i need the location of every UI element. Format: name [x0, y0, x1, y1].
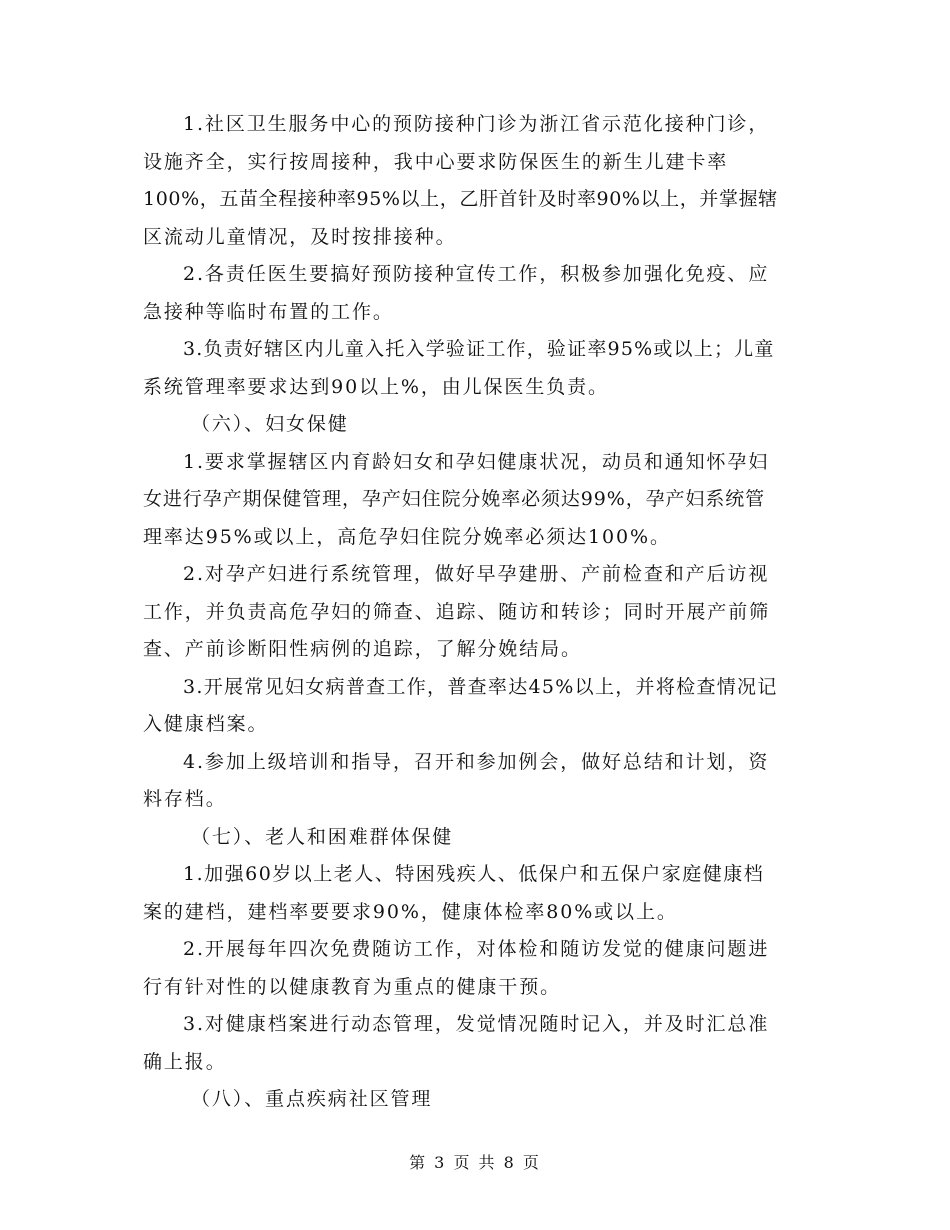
section-heading: （六）、妇女保健 — [191, 413, 349, 435]
section-heading: （七）、老人和困难群体保健 — [191, 825, 454, 848]
text-line: 100%，五苗全程接种率95%以上，乙肝首针及时率90%以上，并掌握辖 — [143, 188, 778, 210]
text-line: 查、产前诊断阳性病例的追踪，了解分娩结局。 — [143, 638, 582, 660]
text-line: 行有针对性的以健康教育为重点的健康干预。 — [143, 975, 562, 998]
text-line: 4.参加上级培训和指导，召开和参加例会，做好总结和计划，资 — [183, 750, 770, 773]
text-line: 3.对健康档案进行动态管理，发觉情况随时记入，并及时汇总准 — [183, 1013, 770, 1035]
text-line: 女进行孕产期保健管理，孕产妇住院分娩率必须达99%，孕产妇系统管 — [143, 488, 766, 510]
text-line: 设施齐全，实行按周接种，我中心要求防保医生的新生儿建卡率 — [143, 150, 729, 173]
text-line: 料存档。 — [143, 788, 227, 810]
text-line: 2.对孕产妇进行系统管理，做好早孕建册、产前检查和产后访视 — [183, 563, 770, 585]
text-line: 区流动儿童情况，及时按排接种。 — [143, 225, 457, 248]
text-line: 系统管理率要求达到90以上%，由儿保医生负责。 — [143, 375, 609, 398]
text-line: 理率达95%或以上，高危孕妇住院分娩率必须达100%。 — [143, 525, 671, 548]
section-heading: （八）、重点疾病社区管理 — [191, 1088, 433, 1110]
text-line: 3.负责好辖区内儿童入托入学验证工作，验证率95%或以上；儿童 — [183, 338, 775, 360]
text-line: 确上报。 — [143, 1050, 227, 1073]
text-line: 2.开展每年四次免费随访工作，对体检和随访发觉的健康问题进 — [183, 938, 770, 960]
text-line: 工作，并负责高危孕妇的筛查、追踪、随访和转诊；同时开展产前筛 — [143, 600, 771, 623]
document-body — [143, 106, 811, 1119]
text-line: 2.各责任医生要搞好预防接种宣传工作，积极参加强化免疫、应 — [183, 263, 770, 285]
text-line: 1.加强60岁以上老人、特困残疾人、低保户和五保户家庭健康档 — [183, 863, 765, 885]
text-line: 入健康档案。 — [143, 713, 269, 735]
text-line: 案的建档，建档率要要求90%，健康体检率80%或以上。 — [143, 900, 678, 923]
text-line: 急接种等临时布置的工作。 — [143, 300, 394, 323]
page-number-footer: 第 3 页 共 8 页 — [409, 1153, 541, 1172]
text-line: 1.社区卫生服务中心的预防接种门诊为浙江省示范化接种门诊， — [183, 113, 770, 135]
text-line: 3.开展常见妇女病普查工作，普查率达45%以上，并将检查情况记 — [183, 675, 778, 698]
text-line: 1.要求掌握辖区内育龄妇女和孕妇健康状况，动员和通知怀孕妇 — [183, 450, 770, 473]
